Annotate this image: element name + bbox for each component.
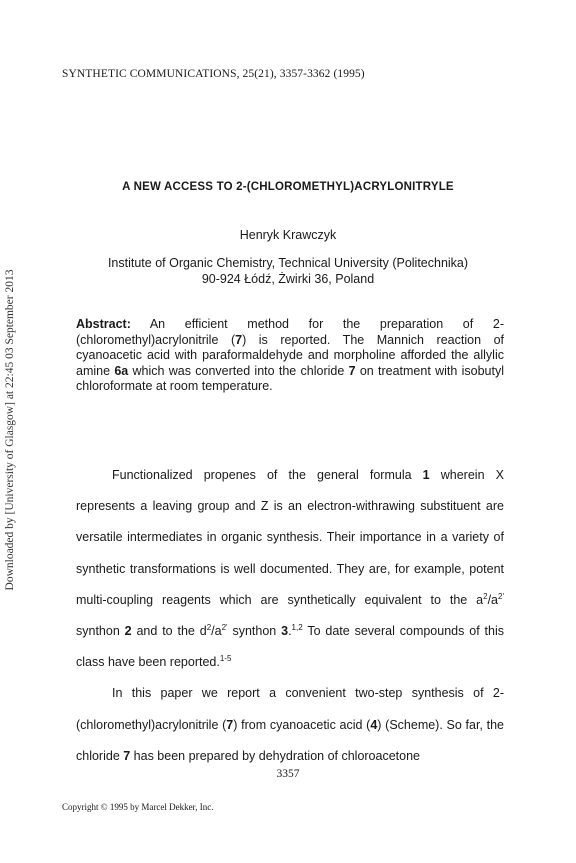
superscript: 2	[206, 623, 212, 633]
article-title: A NEW ACCESS TO 2-(CHLOROMETHYL)ACRYLONITRYLE	[122, 181, 454, 193]
copyright-notice: Copyright © 1995 by Marcel Dekker, Inc.	[62, 802, 214, 812]
article-body	[76, 460, 504, 772]
page-number: 3357	[276, 768, 300, 780]
affiliation-line-2: 90-924 Łódź, Żwirki 36, Poland	[201, 272, 375, 286]
body-text: /a	[487, 592, 499, 607]
download-note: Downloaded by [University of Glasgow] at 22:45 03 September 2013	[4, 269, 16, 591]
abstract-text-3: which was converted into the chloride	[128, 363, 349, 378]
superscript: 2'	[498, 591, 504, 601]
body-text: .	[288, 624, 292, 639]
superscript: 2'	[221, 623, 228, 633]
citation-superscript: 1,2	[291, 623, 303, 633]
author-affiliation	[0, 255, 576, 287]
body-text: In this paper we report a convenient two-step synthesis of 2-(chloromethyl)acrylonitrile (	[76, 686, 504, 732]
body-text: wherein X represents a leaving group and Z is an electron-withrawing substituent are versatile intermediates in organic synthesis. Their importance in a variety of synthetic transformations is well documented. They are, for example, potent multi-coupling reagents which are synthetically equivalent to the a	[76, 468, 504, 607]
compound-ref: 2	[124, 624, 132, 639]
download-sidebar	[0, 0, 20, 863]
article-author: Henryk Krawczyk	[239, 228, 337, 242]
body-text: and to the d	[131, 624, 207, 639]
abstract-text-1: An efficient method for the preparation of 2-(chloromethyl)acrylonitrile (	[76, 317, 504, 347]
compound-ref: 7	[123, 748, 131, 763]
body-text: Functionalized propenes of the general formula	[112, 468, 423, 482]
compound-ref: 7	[226, 717, 234, 732]
body-text: has been prepared by dehydration of chloroacetone	[130, 748, 420, 763]
body-text: /a	[211, 624, 222, 639]
compound-ref: 4	[370, 717, 378, 732]
body-paragraph-2	[76, 678, 504, 772]
compound-ref: 1	[422, 468, 430, 482]
compound-ref: 7	[235, 332, 243, 347]
compound-ref: 3	[281, 624, 289, 639]
citation-superscript: 1-5	[219, 654, 232, 664]
body-text: ) (Scheme). So far, the chloride	[76, 717, 504, 763]
abstract-text-4: on treatment with isobutyl chloroformate at room temperature.	[76, 363, 504, 393]
superscript: 2	[483, 591, 488, 601]
body-text: synthon	[76, 624, 125, 639]
compound-ref: 7	[348, 363, 356, 378]
body-text: To date several compounds of this class have been reported.	[76, 624, 504, 670]
compound-ref: 6a	[114, 363, 129, 378]
journal-header: SYNTHETIC COMMUNICATIONS, 25(21), 3357-3362 (1995)	[62, 68, 365, 80]
abstract-text-2: ) is reported. The Mannich reaction of cyanoacetic acid with paraformaldehyde and morpholine afforded the allylic amine	[76, 332, 504, 378]
abstract	[76, 317, 504, 395]
body-paragraph-1	[76, 460, 504, 678]
body-text: ) from cyanoacetic acid (	[233, 717, 371, 732]
body-text: synthon	[227, 624, 282, 639]
abstract-label: Abstract:	[76, 317, 131, 331]
affiliation-line-1: Institute of Organic Chemistry, Technical University (Politechnika)	[107, 256, 469, 270]
